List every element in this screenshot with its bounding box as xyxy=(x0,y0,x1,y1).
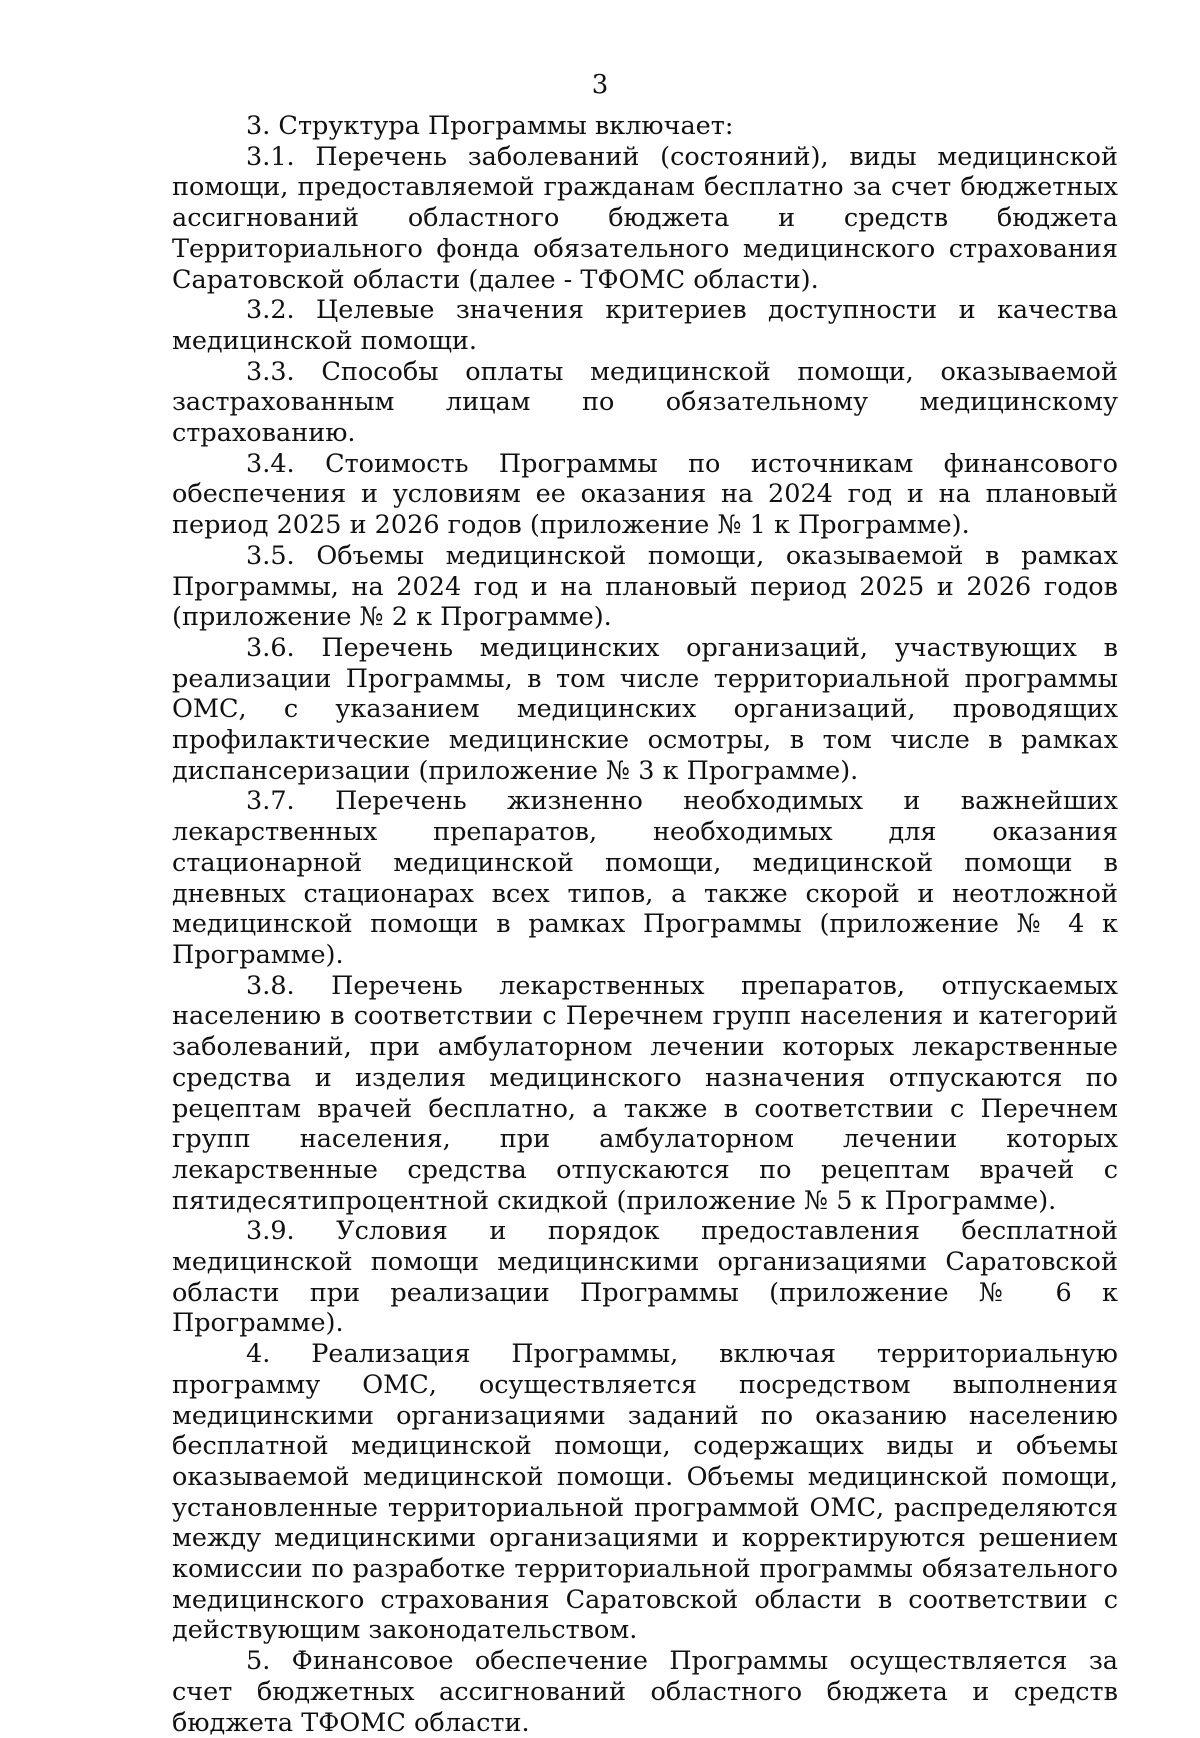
paragraph-3-3: 3.3. Способы оплаты медицинской помощи, оказываемой застрахованным лицам по обязательному медицинскому страхованию. xyxy=(172,356,1118,449)
paragraph-3-1: 3.1. Перечень заболеваний (состояний), виды медицинской помощи, предоставляемой гражданам бесплатно за счет бюджетных ассигнований областного бюджета и средств бюджета Территориального фонда обязательного медицинского страхования Саратовской области (далее - ТФОМС области). xyxy=(172,141,1118,295)
paragraph-3-4: 3.4. Стоимость Программы по источникам финансового обеспечения и условиям ее оказания на 2024 год и на плановый период 2025 и 2026 годов (приложение № 1 к Программе). xyxy=(172,448,1118,541)
paragraph-3-8: 3.8. Перечень лекарственных препаратов, отпускаемых населению в соответствии с Перечнем групп населения и категорий заболеваний, при амбулаторном лечении которых лекарственные средства и изделия медицинского назначения отпускаются по рецептам врачей бесплатно, а также в соответствии с Перечнем групп населения, при амбулаторном лечении которых лекарственные средства отпускаются по рецептам врачей с пятидесятипроцентной скидкой (приложение № 5 к Программе). xyxy=(172,970,1118,1216)
document-body xyxy=(172,111,1118,1738)
paragraph-3-2: 3.2. Целевые значения критериев доступности и качества медицинской помощи. xyxy=(172,295,1118,356)
paragraph-3-7: 3.7. Перечень жизненно необходимых и важнейших лекарственных препаратов, необходимых для оказания стационарной медицинской помощи, медицинской помощи в дневных стационарах всех типов, а также скорой и неотложной медицинской помощи в рамках Программы (приложение № 4 к Программе). xyxy=(172,786,1118,970)
page-number: 3 xyxy=(591,70,609,100)
paragraph-5: 5. Финансовое обеспечение Программы осуществляется за счет бюджетных ассигнований областного бюджета и средств бюджета ТФОМС области. xyxy=(172,1646,1118,1738)
paragraph-4: 4. Реализация Программы, включая территориальную программу ОМС, осуществляется посредством выполнения медицинскими организациями заданий по оказанию населению бесплатной медицинской помощи, содержащих виды и объемы оказываемой медицинской помощи. Объемы медицинской помощи, установленные территориальной программой ОМС, распределяются между медицинскими организациями и корректируются решением комиссии по разработке территориальной программы обязательного медицинского страхования Саратовской области в соответствии с действующим законодательством. xyxy=(172,1339,1118,1646)
paragraph-3: 3. Структура Программы включает: xyxy=(246,111,734,141)
paragraph-3-6: 3.6. Перечень медицинских организаций, участвующих в реализации Программы, в том числе территориальной программы ОМС, с указанием медицинских организаций, проводящих профилактические медицинские осмотры, в том числе в рамках диспансеризации (приложение № 3 к Программе). xyxy=(172,632,1118,786)
paragraph-3-9: 3.9. Условия и порядок предоставления бесплатной медицинской помощи медицинскими организациями Саратовской области при реализации Программы (приложение № 6 к Программе). xyxy=(172,1216,1118,1339)
paragraph-3-5: 3.5. Объемы медицинской помощи, оказываемой в рамках Программы, на 2024 год и на плановый период 2025 и 2026 годов (приложение № 2 к Программе). xyxy=(172,540,1118,633)
